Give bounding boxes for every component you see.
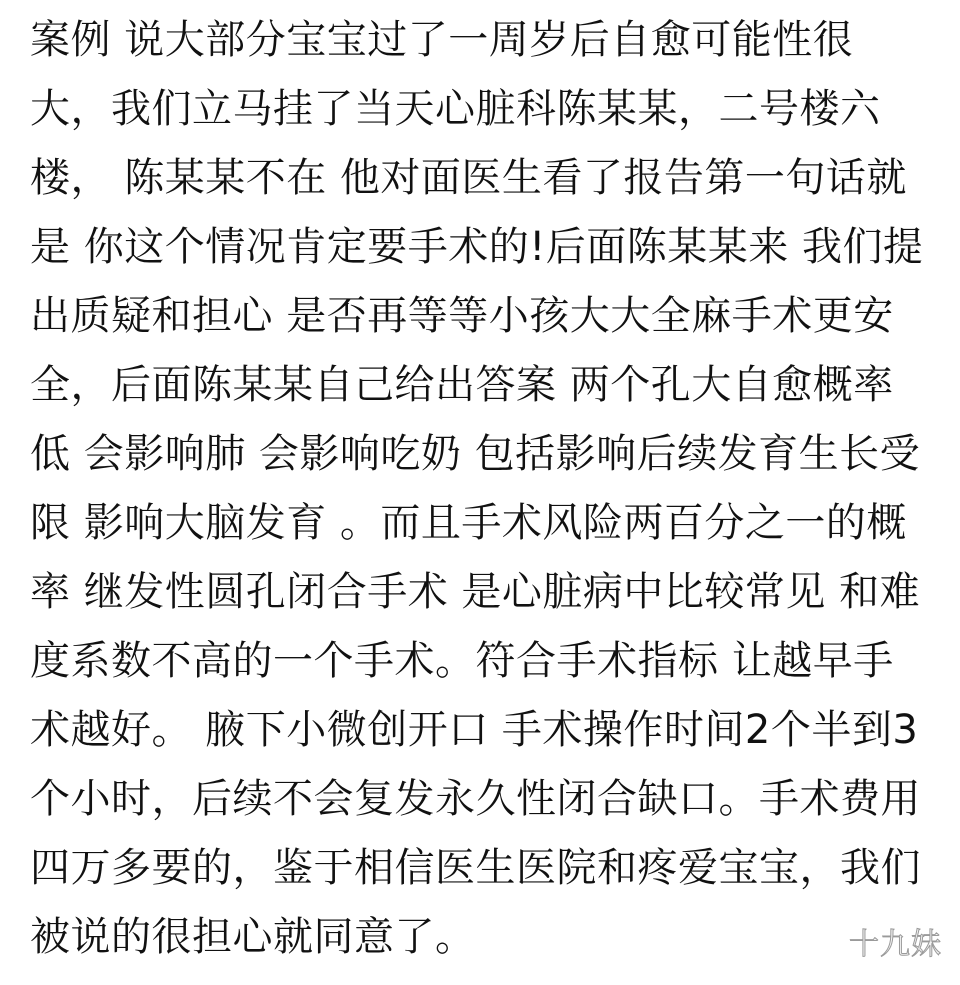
text-line: 案例 说大部分宝宝过了一周岁后自愈可能性很 xyxy=(30,17,854,63)
article-text xyxy=(30,0,930,972)
text-line: 低 会影响肺 会影响吃奶 包括影响后续发育生长受 xyxy=(30,431,921,477)
text-line: 楼， 陈某某不在 他对面医生看了报告第一句话就 xyxy=(30,155,907,201)
text-line: 全，后面陈某某自己给出答案 两个孔大自愈概率 xyxy=(30,362,894,408)
text-line: 出质疑和担心 是否再等等小孩大大全麻手术更安 xyxy=(30,293,894,339)
text-line: 个小时，后续不会复发永久性闭合缺口。手术费用 xyxy=(30,776,921,822)
text-line: 大，我们立马挂了当天心脏科陈某某，二号楼六 xyxy=(30,86,881,132)
text-line: 是 你这个情况肯定要手术的!后面陈某某来 我们提 xyxy=(30,224,924,270)
text-line: 被说的很担心就同意了。 xyxy=(30,914,476,960)
text-line: 术越好。 腋下小微创开口 手术操作时间2个半到3 xyxy=(30,707,919,753)
text-line: 限 影响大脑发育 。而且手术风险两百分之一的概 xyxy=(30,500,907,546)
watermark: 十九妹 xyxy=(849,927,942,962)
text-line: 度系数不高的一个手术。符合手术指标 让越早手 xyxy=(30,638,894,684)
text-line: 四万多要的，鉴于相信医生医院和疼爱宝宝，我们 xyxy=(30,845,921,891)
text-line: 率 继发性圆孔闭合手术 是心脏病中比较常见 和难 xyxy=(30,569,921,615)
